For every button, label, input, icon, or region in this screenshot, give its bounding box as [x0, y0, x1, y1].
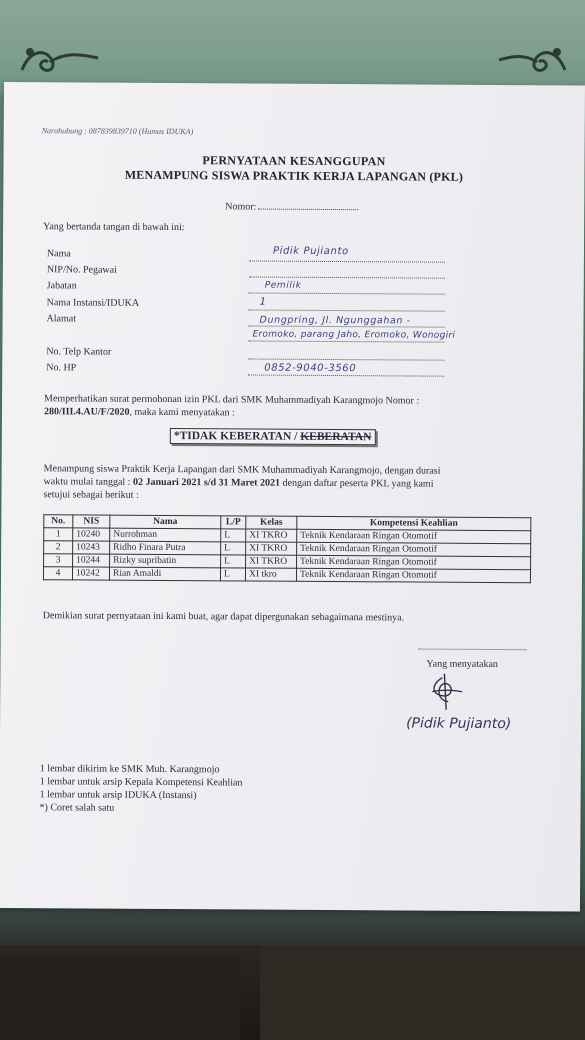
nomor-blank: [258, 199, 358, 211]
statement-box: [170, 428, 376, 445]
table-cell: 10243: [73, 541, 110, 554]
table-header: Kelas: [246, 516, 297, 529]
table-cell: L: [221, 529, 246, 542]
table-cell: Teknik Kendaraan Ringan Otomotif: [296, 568, 530, 582]
table-cell: XI TKRO: [246, 529, 297, 542]
letter-paper: [0, 82, 585, 912]
paragraph-durasi: [43, 462, 538, 504]
telp-line: [248, 358, 444, 360]
document-title-line-2: MENAMPUNG SISWA PRAKTIK KERJA LAPANGAN (PKL): [124, 167, 464, 184]
table-cell: 10240: [73, 528, 110, 541]
statement-main: *TIDAK KEBERATAN /: [173, 430, 301, 443]
floor-tile: [0, 955, 240, 1040]
table-cell: L: [220, 568, 245, 581]
contact-line: Narahubung : 087839839710 (Humas IDUKA): [41, 126, 194, 137]
nama-handwritten: Pidik Pujianto: [272, 245, 349, 258]
signed-name: (Pidik Pujianto): [406, 715, 512, 733]
statement-struck: KEBERATAN: [300, 430, 372, 444]
alamat-handwritten-2: Eromoko, parang Jaho, Eromoko, Wonogiri: [252, 329, 456, 341]
table-cell: Nurrohman: [110, 528, 221, 542]
nomor-label: Nomor:: [225, 201, 257, 213]
table-cell: 10242: [72, 567, 109, 580]
closing-text: Demikian surat pernyataan ini kami buat, agar dapat dipergunakan sebagaimana mestinya.: [42, 610, 405, 624]
floor-tile: [260, 945, 585, 1040]
alamat-label: Alamat: [46, 313, 77, 325]
participants-table: [43, 514, 531, 583]
jabatan-line: [249, 292, 445, 294]
table-cell: 2: [44, 541, 73, 554]
intro-text: Yang bertanda tangan di bawah ini:: [43, 221, 185, 234]
list-item: 1 lembar untuk arsip Kepala Kompetensi Keahlian: [39, 776, 243, 789]
handwritten-signature: [402, 669, 552, 740]
instansi-line: [249, 309, 445, 311]
telp-label: No. Telp Kantor: [46, 346, 112, 358]
hp-label: No. HP: [46, 362, 77, 374]
floor-background: [0, 945, 585, 1040]
table-cell: 1: [44, 528, 73, 541]
jabatan-label: Jabatan: [46, 280, 77, 292]
alamat-line-2: [248, 340, 444, 342]
signature-date-line: [419, 649, 527, 651]
table-cell: 4: [43, 567, 72, 580]
table-header: L/P: [221, 516, 246, 529]
document-title-line-1: PERNYATAAN KESANGGUPAN: [202, 153, 386, 169]
paragraph-permohonan-end: , maka kami menyatakan :: [129, 406, 235, 419]
table-header: NIS: [73, 515, 110, 528]
table-cell: 10244: [73, 554, 110, 567]
tablecloth-ornament-right: [497, 40, 567, 80]
table-cell: L: [221, 542, 246, 555]
table-header: Nama: [110, 515, 221, 529]
table-header: No.: [44, 515, 73, 528]
table-cell: XI tkro: [245, 568, 296, 581]
hp-handwritten: 0852-9040-3560: [264, 362, 357, 375]
paragraph-durasi-line-3: setujui sebagai berikut :: [43, 489, 139, 501]
table-cell: Rian Amaldi: [109, 567, 220, 581]
nama-label: Nama: [46, 248, 71, 260]
nomor-surat: 280/III.4.AU/F/2020: [43, 406, 130, 418]
table-cell: L: [221, 555, 246, 568]
hp-line: [248, 374, 444, 376]
table-cell: Teknik Kendaraan Ringan Otomotif: [297, 555, 531, 569]
table-cell: XI TKRO: [246, 555, 297, 568]
pkl-dates: 02 Januari 2021 s/d 31 Maret 2021: [132, 476, 281, 489]
copies-list: [40, 762, 243, 815]
nama-line: [249, 260, 445, 262]
table-cell: Rizky supribatin: [110, 554, 221, 568]
paragraph-durasi-line-2b: dengan daftar peserta PKL yang kami: [280, 477, 434, 490]
instansi-handwritten: 1: [259, 296, 267, 308]
paragraph-durasi-line-2a: waktu mulai tanggal :: [43, 476, 134, 488]
tablecloth-ornament-left: [20, 40, 100, 80]
paragraph-permohonan-text: Memperhatikan surat permohonan izin PKL dari SMK Muhammadiyah Karangmojo Nomor :: [44, 393, 420, 407]
table-cell: Ridho Finara Putra: [110, 541, 221, 555]
signer-title: Yang menyatakan: [426, 658, 498, 671]
list-item: 1 lembar dikirim ke SMK Muh. Karangmojo: [39, 763, 220, 776]
nip-line: [249, 276, 445, 278]
paragraph-permohonan: [44, 392, 539, 421]
table-header: Kompetensi Keahlian: [297, 516, 531, 530]
table-cell: Teknik Kendaraan Ringan Otomotif: [297, 542, 531, 556]
instansi-label: Nama Instansi/IDUKA: [46, 297, 140, 309]
alamat-handwritten-1: Dungpring, Jl. Ngunggahan -: [259, 314, 411, 327]
table-cell: 3: [44, 554, 73, 567]
table-row: [43, 567, 530, 583]
jabatan-handwritten: Pemilik: [264, 280, 302, 291]
table-cell: Teknik Kendaraan Ringan Otomotif: [297, 529, 531, 543]
table-cell: XI TKRO: [246, 542, 297, 555]
list-item: 1 lembar untuk arsip IDUKA (Instansi): [39, 789, 197, 802]
nip-label: NIP/No. Pegawai: [46, 264, 117, 276]
nomor-field: [225, 198, 358, 213]
paragraph-durasi-line-1: Menampung siswa Praktik Kerja Lapangan dari SMK Muhammadiyah Karangmojo, dengan durasi: [43, 463, 441, 477]
list-item: *) Coret salah satu: [39, 802, 115, 814]
